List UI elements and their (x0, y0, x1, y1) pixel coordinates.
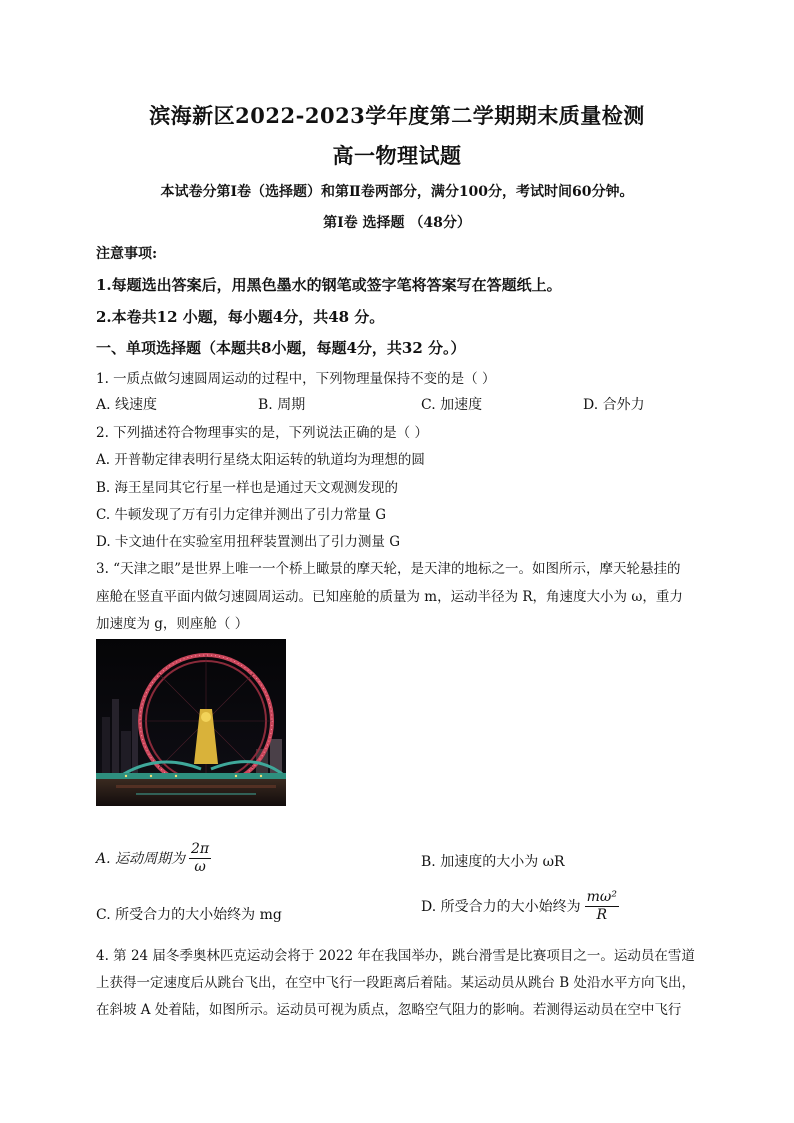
exam-subtitle: 高一物理试题 (332, 143, 462, 168)
question-2-stem: 2. 下列描述符合物理事实的是，下列说法正确的是（ ） (96, 425, 428, 441)
period-fraction (189, 842, 211, 876)
question-4-line-3: 在斜坡 A 处着陆，如图所示。运动员可视为质点，忽略空气阻力的影响。若测得运动员在空中飞行 (96, 1002, 682, 1018)
question-1-option-a: A. 线速度 (96, 397, 158, 413)
question-3-option-c: C. 所受合力的大小始终为 mg (96, 907, 282, 923)
question-3-line-3: 加速度为 g，则座舱（ ） (96, 616, 249, 632)
force-denominator: R (596, 907, 608, 924)
question-3-option-a-text: A. 运动周期为 (96, 850, 186, 867)
question-3-option-d-text: D. 所受合力的大小始终为 (421, 898, 581, 915)
period-denominator: ω (194, 859, 206, 876)
question-2-option-c: C. 牛顿发现了万有引力定律并测出了引力常量 G (96, 507, 387, 523)
notes-heading: 注意事项: (96, 246, 158, 262)
question-1-stem: 1. 一质点做匀速圆周运动的过程中，下列物理量保持不变的是（ ） (96, 371, 496, 387)
question-1-option-d: D. 合外力 (583, 397, 645, 413)
section-title: 第Ⅰ卷 选择题 （48分） (323, 215, 471, 231)
notes-item-1: 1.每题选出答案后，用黑色墨水的钢笔或签字笔将答案写在答题纸上。 (96, 276, 562, 294)
question-4-line-2: 上获得一定速度后从跳台飞出，在空中飞行一段距离后着陆。某运动员从跳台 B 处沿水平方向飞出， (96, 975, 696, 991)
question-3-option-d (421, 890, 619, 924)
part-one-heading: 一、单项选择题（本题共8小题，每题4分，共32 分。） (96, 339, 466, 357)
exam-title: 滨海新区2022-2023学年度第二学期期末质量检测 (149, 103, 645, 128)
question-3-line-2: 座舱在竖直平面内做匀速圆周运动。已知座舱的质量为 m，运动半径为 R，角速度大小为 ω，重力 (96, 589, 683, 605)
question-2-option-d: D. 卡文迪什在实验室用扭秤装置测出了引力测量 G (96, 534, 400, 550)
question-2-option-b: B. 海王星同其它行星一样也是通过天文观测发现的 (96, 480, 399, 496)
ferris-wheel-photo (96, 639, 286, 806)
question-3-option-b: B. 加速度的大小为 ωR (421, 854, 565, 870)
question-3-line-1: 3. “天津之眼”是世界上唯一一个桥上瞰景的摩天轮，是天津的地标之一。如图所示，摩天轮悬挂的 (96, 561, 681, 577)
question-2-option-a: A. 开普勒定律表明行星绕太阳运转的轨道均为理想的圆 (96, 452, 425, 468)
force-fraction (585, 890, 619, 924)
question-1-option-b: B. 周期 (258, 397, 306, 413)
question-4-line-1: 4. 第 24 届冬季奥林匹克运动会将于 2022 年在我国举办，跳台滑雪是比赛项目之一。运动员在雪道 (96, 948, 695, 964)
period-numerator: 2π (189, 842, 211, 859)
question-1-option-c: C. 加速度 (421, 397, 483, 413)
question-3-option-a (96, 842, 211, 876)
force-numerator: mω² (585, 890, 619, 907)
notes-item-2: 2.本卷共12 小题，每小题4分，共48 分。 (96, 308, 385, 326)
exam-intro: 本试卷分第Ⅰ卷（选择题）和第Ⅱ卷两部分，满分100分，考试时间60分钟。 (160, 184, 634, 200)
